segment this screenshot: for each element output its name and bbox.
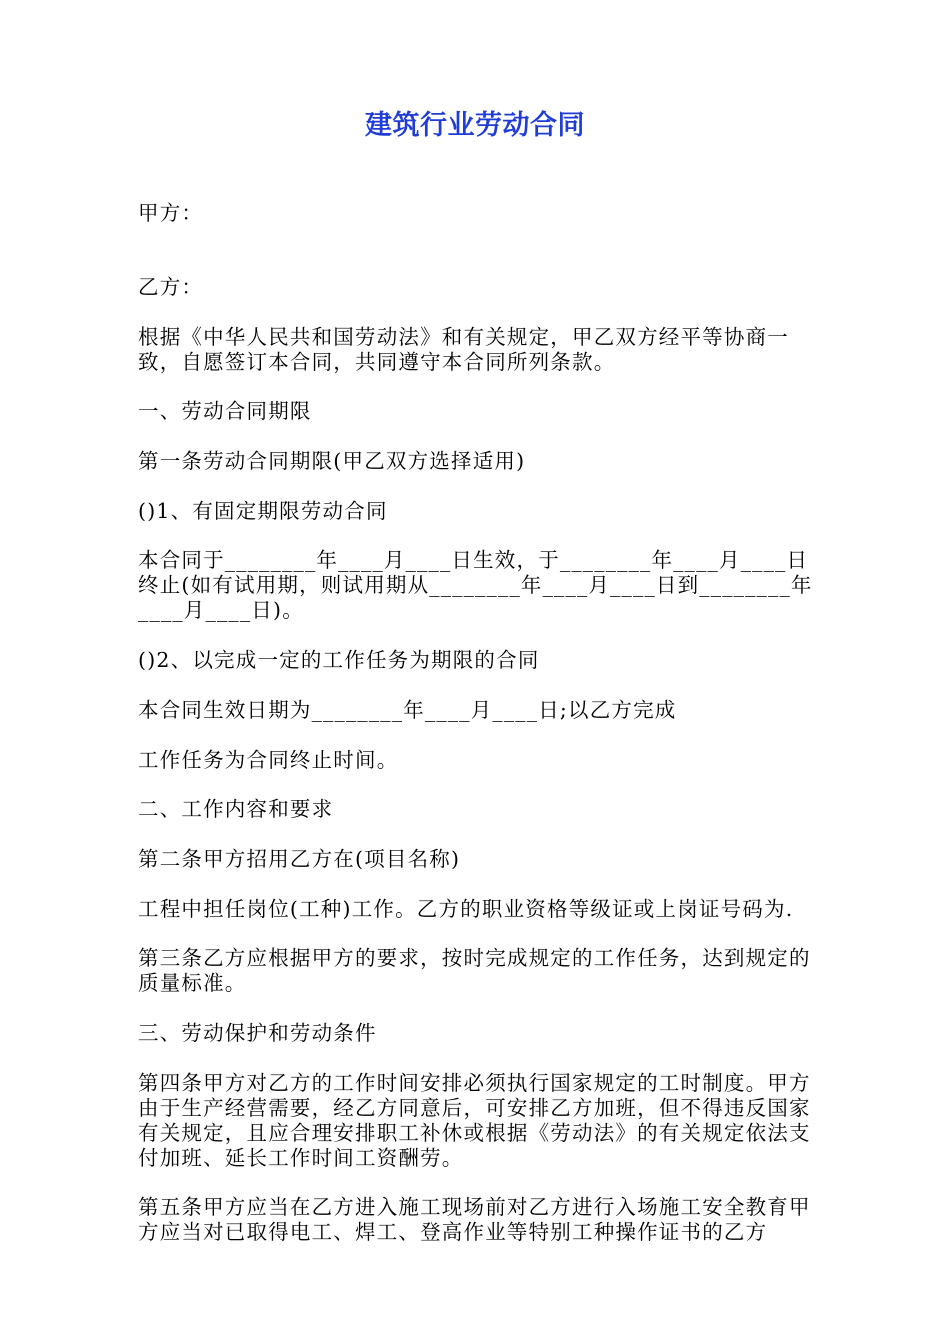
party-b-line: 乙方：	[138, 275, 204, 299]
article-4-paragraph: 第四条甲方对乙方的工作时间安排必须执行国家规定的工时制度。甲方由于生产经营需要，经乙方同意后，可安排乙方加班，但不得违反国家有关规定，且应合理安排职工补休或根据《劳动法》的有关规定依法支付加班、延长工作时间工资酬劳。	[138, 1071, 811, 1170]
section-heading-work: 二、工作内容和要求	[138, 797, 334, 821]
article-5-paragraph: 第五条甲方应当在乙方进入施工现场前对乙方进行入场施工安全教育甲方应当对已取得电工、焊工、登高作业等特别工种操作证书的乙方	[138, 1195, 811, 1244]
article-2-line: 第二条甲方招用乙方在(项目名称)	[138, 847, 461, 871]
option-1-fixed-term: ()1、有固定期限劳动合同	[138, 499, 388, 523]
article-3-paragraph: 第三条乙方应根据甲方的要求，按时完成规定的工作任务，达到规定的质量标准。	[138, 946, 811, 995]
task-term-end-line: 工作任务为合同终止时间。	[138, 748, 399, 772]
section-heading-term: 一、劳动合同期限	[138, 399, 312, 423]
fixed-term-dates-paragraph: 本合同于________年____月____日生效，于________年____月____日终止(如有试用期，则试用期从________年____月____日到________年____月____日)。	[138, 548, 813, 622]
article-1-heading: 第一条劳动合同期限(甲乙双方选择适用)	[138, 449, 526, 473]
preamble-paragraph: 根据《中华人民共和国劳动法》和有关规定，甲乙双方经平等协商一致，自愿签订本合同，共同遵守本合同所列条款。	[138, 325, 789, 374]
task-term-effective-date: 本合同生效日期为________年____月____日;以乙方完成	[138, 698, 677, 722]
option-2-task-term: ()2、以完成一定的工作任务为期限的合同	[138, 648, 540, 672]
section-heading-protection: 三、劳动保护和劳动条件	[138, 1021, 377, 1045]
party-a-line: 甲方：	[138, 201, 204, 225]
article-2-position-line: 工程中担任岗位(工种)工作。乙方的职业资格等级证或上岗证号码为.	[138, 897, 794, 921]
document-title: 建筑行业劳动合同	[365, 110, 585, 141]
